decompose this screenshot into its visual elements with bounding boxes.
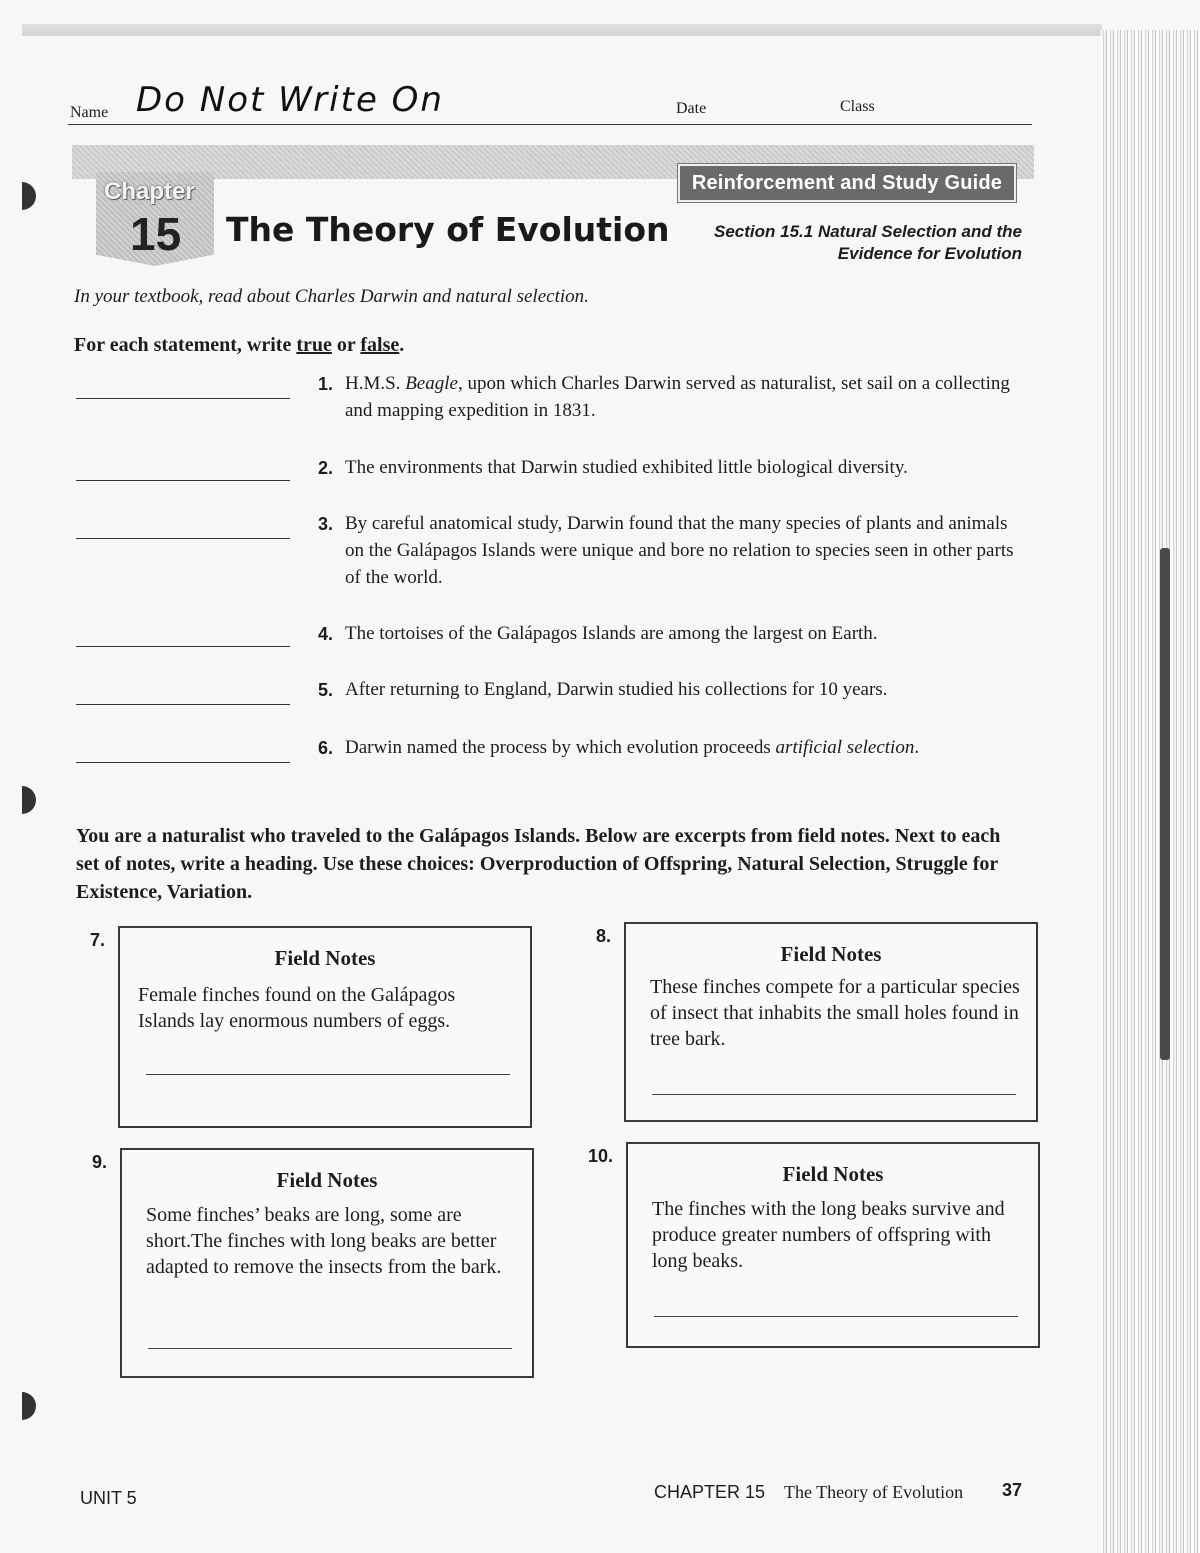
item-statement: The tortoises of the Galápagos Islands are among the largest on Earth. (345, 623, 878, 644)
heading-answer-line[interactable] (652, 1094, 1016, 1095)
field-note-text: The finches with the long beaks survive and produce greater numbers of offspring with long beaks. (652, 1198, 1005, 1272)
field-note-box (626, 1142, 1040, 1348)
directions-true: true (296, 334, 332, 356)
heading-answer-line[interactable] (148, 1348, 512, 1349)
answer-blank[interactable] (76, 762, 290, 763)
punch-hole (22, 786, 36, 814)
answer-blank[interactable] (76, 538, 290, 539)
reading-instruction: In your textbook, read about Charles Darwin and natural selection. (74, 286, 589, 307)
field-note-number: 10. (588, 1146, 614, 1166)
item-number: 5. (318, 680, 334, 700)
name-label: Name (70, 104, 109, 121)
field-note-number: 8. (596, 926, 612, 946)
page-number: 37 (1002, 1480, 1023, 1500)
directions-false: false (360, 334, 400, 356)
chapter-word: Chapter (104, 178, 195, 205)
header-rule (68, 124, 1032, 125)
directions-or: or (331, 334, 361, 356)
section-title-line2: Evidence for Evolution (837, 244, 1022, 263)
chapter-number: 15 (130, 208, 182, 260)
answer-blank[interactable] (76, 704, 290, 705)
footer-title: The Theory of Evolution (784, 1482, 964, 1502)
field-note-heading: Field Notes (780, 942, 882, 966)
item-statement: By careful anatomical study, Darwin found that the many species of plants and animals on the Galápagos Islands were unique and bore no relation to species seen in other parts of the world. (345, 513, 1014, 588)
true-false-directions (74, 334, 404, 357)
footer-chapter: CHAPTER 15 (654, 1482, 766, 1502)
answer-blank[interactable] (76, 398, 290, 399)
footer-unit: UNIT 5 (80, 1488, 137, 1508)
book-page-tab (1160, 548, 1170, 1060)
class-label: Class (840, 98, 875, 115)
answer-blank[interactable] (76, 646, 290, 647)
chapter-title: The Theory of Evolution (226, 210, 670, 249)
field-note-heading: Field Notes (782, 1162, 884, 1186)
field-note-number: 9. (92, 1152, 108, 1172)
name-value: Do Not Write On (136, 80, 444, 120)
section-title-line1: Section 15.1 Natural Selection and the (714, 222, 1022, 241)
item-number: 3. (318, 514, 334, 534)
field-note-box (118, 926, 532, 1128)
item-statement: The environments that Darwin studied exhibited little biological diversity. (345, 457, 908, 478)
item-number: 2. (318, 458, 334, 478)
item-number: 1. (318, 374, 334, 394)
punch-hole (22, 182, 36, 210)
item-number: 6. (318, 738, 334, 758)
directions-end: . (399, 334, 405, 356)
field-note-box (624, 922, 1038, 1122)
heading-answer-line[interactable] (654, 1316, 1018, 1317)
item-statement: After returning to England, Darwin studied his collections for 10 years. (345, 679, 888, 700)
punch-hole (22, 1392, 36, 1420)
answer-blank[interactable] (76, 480, 290, 481)
field-note-heading: Field Notes (276, 1168, 378, 1192)
field-note-text: These finches compete for a particular species of insect that inhabits the small holes found in tree bark. (650, 976, 1020, 1050)
date-label: Date (676, 100, 707, 117)
item-statement: Darwin named the process by which evolution proceeds artificial selection. (345, 737, 920, 758)
item-statement: H.M.S. Beagle, upon which Charles Darwin served as naturalist, set sail on a collecting and mapping expedition in 1831. (345, 373, 1010, 421)
field-note-heading: Field Notes (274, 946, 376, 970)
study-guide-badge: Reinforcement and Study Guide (678, 164, 1016, 202)
field-note-number: 7. (90, 930, 106, 950)
item-number: 4. (318, 624, 334, 644)
directions-text: For each statement, write (74, 334, 297, 356)
field-note-text: Female finches found on the Galápagos Islands lay enormous numbers of eggs. (138, 984, 456, 1032)
field-notes-directions: You are a naturalist who traveled to the Galápagos Islands. Below are excerpts from field notes. Next to each set of notes, write a heading. Use these choices: Overproduction of Offspring, Natural Selection, Struggle for Existence, Variation. (76, 825, 1001, 903)
scan-top-edge (22, 24, 1102, 36)
heading-answer-line[interactable] (146, 1074, 510, 1075)
field-note-box (120, 1148, 534, 1378)
book-page-edges (1100, 30, 1200, 1553)
field-note-text: Some finches’ beaks are long, some are short.The finches with long beaks are better adapted to remove the insects from the bark. (146, 1204, 502, 1278)
